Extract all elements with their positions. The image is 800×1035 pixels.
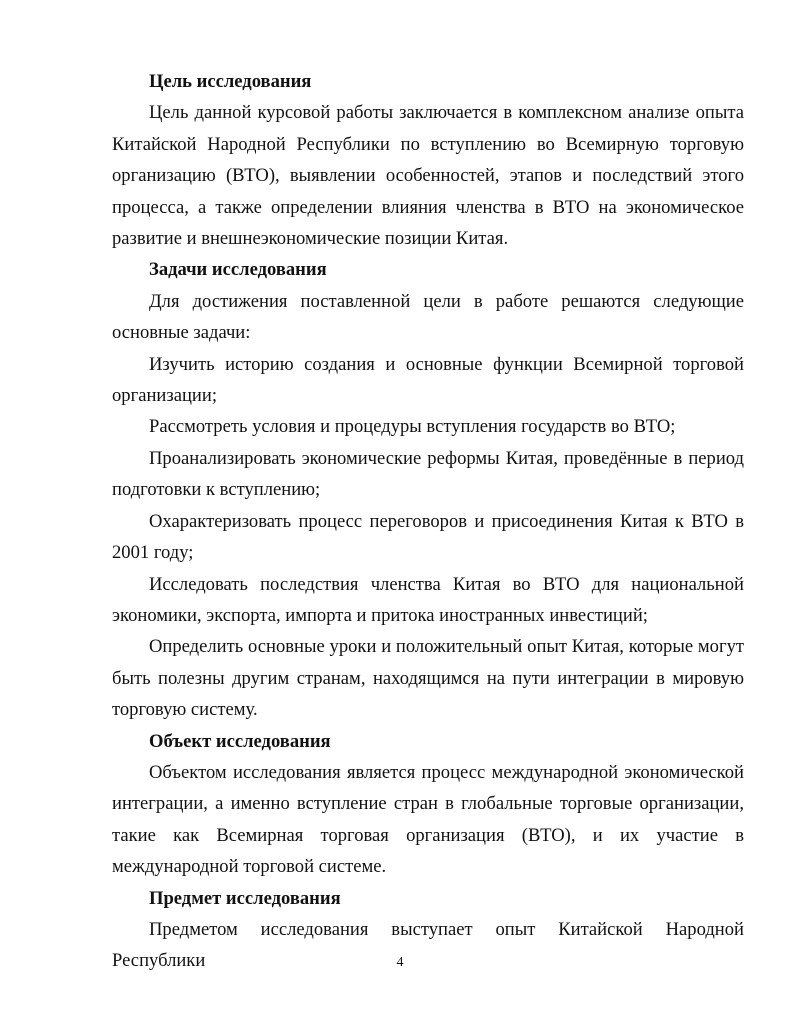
task-item-5: Исследовать последствия членства Китая во ВТО для национальной экономики, экспорта, импорта и притока иностранных инвестиций;	[112, 573, 744, 626]
task-item-3: Проанализировать экономические реформы Китая, проведённые в период подготовки к вступлению;	[112, 447, 744, 501]
paragraph-goal: Цель данной курсовой работы заключается в комплексном анализе опыта Китайской Народной Республики по вступлению во Всемирную торговую организацию (ВТО), выявлении особенностей, этапов и последствий этого процесса, а также определении влияния членства в ВТО на экономическое развитие и внешнеэкономические позиции Китая.	[112, 102, 744, 250]
task-item-2: Рассмотреть условия и процедуры вступления государств во ВТО;	[149, 416, 676, 438]
section-heading-subject: Предмет исследования	[149, 887, 341, 909]
paragraph-tasks-intro: Для достижения поставленной цели в работе решаются следующие основные задачи:	[112, 290, 744, 344]
task-item-6: Определить основные уроки и положительный опыт Китая, которые могут быть полезны другим странам, находящимся на пути интеграции в мировую торговую систему.	[112, 636, 744, 721]
document-page	[112, 66, 744, 977]
section-heading-object: Объект исследования	[149, 730, 331, 752]
paragraph-subject: Предметом исследования выступает опыт Китайской Народной Республики	[112, 918, 744, 972]
page-number: 4	[396, 955, 404, 970]
task-item-1: Изучить историю создания и основные функции Всемирной торговой организации;	[112, 353, 744, 407]
paragraph-object: Объектом исследования является процесс международной экономической интеграции, а именно вступление стран в глобальные торговые организации, такие как Всемирная торговая организация (ВТО), и их участие в международной торговой системе.	[112, 761, 744, 878]
section-heading-tasks: Задачи исследования	[149, 259, 327, 281]
task-item-4: Охарактеризовать процесс переговоров и присоединения Китая к ВТО в 2001 году;	[112, 510, 744, 564]
section-heading-goal: Цель исследования	[149, 71, 312, 92]
